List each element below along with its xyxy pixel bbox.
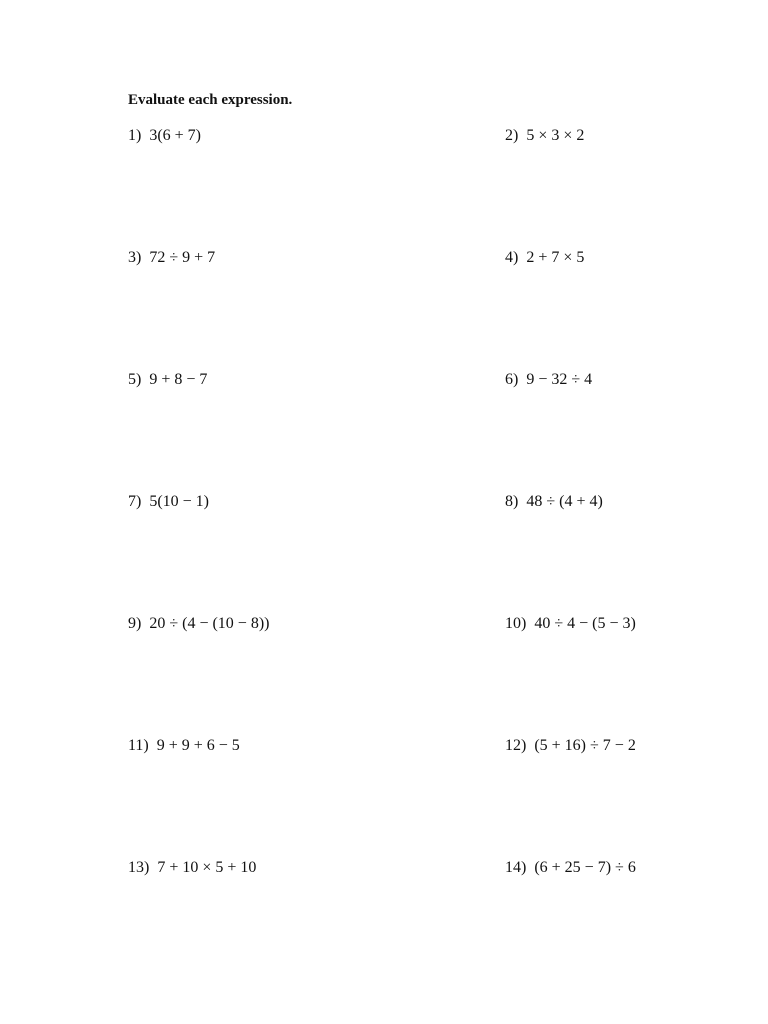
problem-expression: 9 + 9 + 6 − 5 <box>156 737 240 754</box>
problem-number: 2) <box>505 127 519 144</box>
problem-number: 9) <box>128 615 142 632</box>
problem-4 <box>505 248 584 268</box>
problem-7 <box>128 492 209 512</box>
problem-expression: (6 + 25 − 7) ÷ 6 <box>534 859 636 876</box>
problem-number: 10) <box>505 615 527 632</box>
problem-number: 5) <box>128 371 142 388</box>
problem-expression: 7 + 10 × 5 + 10 <box>157 859 257 876</box>
problem-number: 7) <box>128 493 142 510</box>
problem-6 <box>505 370 592 390</box>
instructions-heading: Evaluate each expression. <box>128 92 293 108</box>
problem-12 <box>505 736 636 756</box>
problem-number: 12) <box>505 737 527 754</box>
problem-expression: (5 + 16) ÷ 7 − 2 <box>534 737 636 754</box>
problem-14 <box>505 858 636 878</box>
problem-expression: 9 + 8 − 7 <box>149 371 208 388</box>
problem-number: 11) <box>128 737 149 754</box>
problem-number: 3) <box>128 249 142 266</box>
problem-11 <box>128 736 240 756</box>
problem-5 <box>128 370 207 390</box>
problem-10 <box>505 614 636 634</box>
problem-expression: 5(10 − 1) <box>149 493 210 510</box>
problem-number: 13) <box>128 859 150 876</box>
problem-1 <box>128 126 201 146</box>
problem-8 <box>505 492 603 512</box>
problem-expression: 3(6 + 7) <box>149 127 202 144</box>
problem-number: 14) <box>505 859 527 876</box>
problem-expression: 48 ÷ (4 + 4) <box>526 493 603 510</box>
problem-9 <box>128 614 269 634</box>
problem-expression: 5 × 3 × 2 <box>526 127 585 144</box>
problem-3 <box>128 248 215 268</box>
problem-number: 1) <box>128 127 142 144</box>
problem-number: 4) <box>505 249 519 266</box>
problem-13 <box>128 858 256 878</box>
problem-number: 8) <box>505 493 519 510</box>
problem-expression: 9 − 32 ÷ 4 <box>526 371 593 388</box>
problem-expression: 40 ÷ 4 − (5 − 3) <box>534 615 636 632</box>
problem-expression: 20 ÷ (4 − (10 − 8)) <box>149 615 270 632</box>
problem-2 <box>505 126 584 146</box>
problem-number: 6) <box>505 371 519 388</box>
problem-expression: 72 ÷ 9 + 7 <box>149 249 216 266</box>
problem-expression: 2 + 7 × 5 <box>526 249 585 266</box>
